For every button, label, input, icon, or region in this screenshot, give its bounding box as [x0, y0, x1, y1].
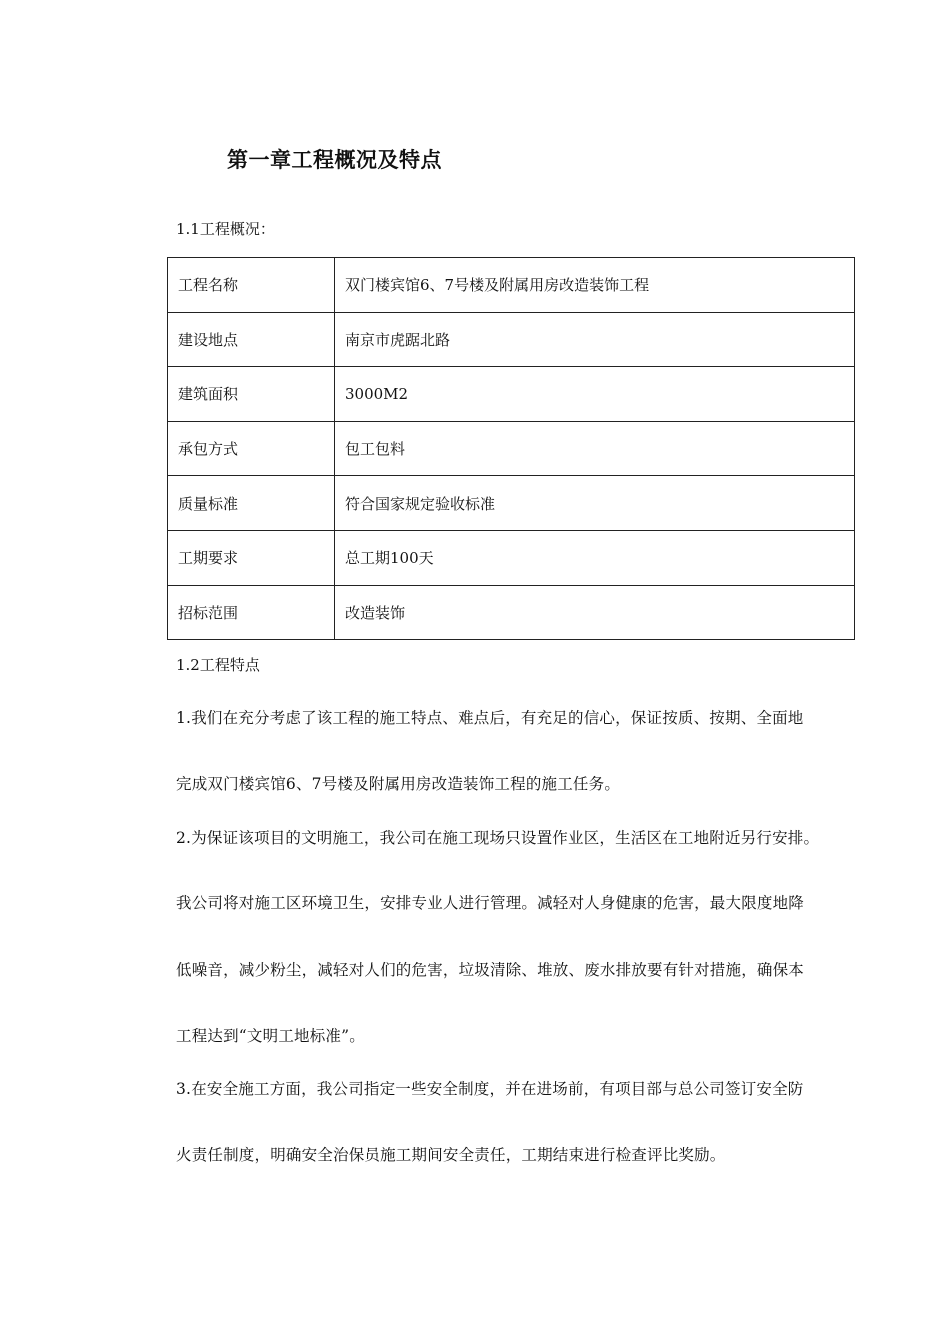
table-row — [168, 367, 855, 422]
row-value: 符合国家规定验收标准 — [335, 476, 855, 531]
paragraph-line: 完成双门楼宾馆6、7号楼及附属用房改造装饰工程的施工任务。 — [176, 775, 621, 793]
paragraph-line: 3.在安全施工方面，我公司指定一些安全制度，并在进场前，有项目部与总公司签订安全防 — [176, 1080, 804, 1098]
table-row — [168, 312, 855, 367]
table-row — [168, 530, 855, 585]
table-row — [168, 421, 855, 476]
row-value: 包工包料 — [335, 421, 855, 476]
section-heading-overview: 1.1工程概况： — [176, 220, 275, 238]
paragraph-line: 1.我们在充分考虑了该工程的施工特点、难点后，有充足的信心，保证按质、按期、全面地 — [176, 709, 804, 727]
row-label: 建设地点 — [168, 312, 335, 367]
table-row — [168, 258, 855, 313]
row-label: 招标范围 — [168, 585, 335, 640]
chapter-title: 第一章工程概况及特点 — [227, 148, 442, 172]
row-value: 3000M2 — [335, 367, 855, 422]
row-label: 工程名称 — [168, 258, 335, 313]
row-label: 承包方式 — [168, 421, 335, 476]
paragraph-line: 火责任制度，明确安全治保员施工期间安全责任，工期结束进行检查评比奖励。 — [176, 1146, 726, 1164]
row-label: 建筑面积 — [168, 367, 335, 422]
paragraph-line: 工程达到“文明工地标准”。 — [176, 1027, 365, 1045]
section-heading-features: 1.2工程特点 — [176, 656, 260, 674]
row-label: 工期要求 — [168, 530, 335, 585]
table-row — [168, 476, 855, 531]
paragraph-line: 我公司将对施工区环境卫生，安排专业人进行管理。减轻对人身健康的危害，最大限度地降 — [176, 894, 805, 912]
row-value: 总工期100天 — [335, 530, 855, 585]
paragraph-line: 2.为保证该项目的文明施工，我公司在施工现场只设置作业区，生活区在工地附近另行安排。 — [176, 829, 820, 847]
paragraph-line: 低噪音，减少粉尘，减轻对人们的危害，垃圾清除、堆放、废水排放要有针对措施，确保本 — [176, 961, 805, 979]
row-label: 质量标准 — [168, 476, 335, 531]
row-value: 南京市虎踞北路 — [335, 312, 855, 367]
project-overview-table — [167, 257, 855, 640]
table-row — [168, 585, 855, 640]
row-value: 双门楼宾馆6、7号楼及附属用房改造装饰工程 — [335, 258, 855, 313]
row-value: 改造装饰 — [335, 585, 855, 640]
